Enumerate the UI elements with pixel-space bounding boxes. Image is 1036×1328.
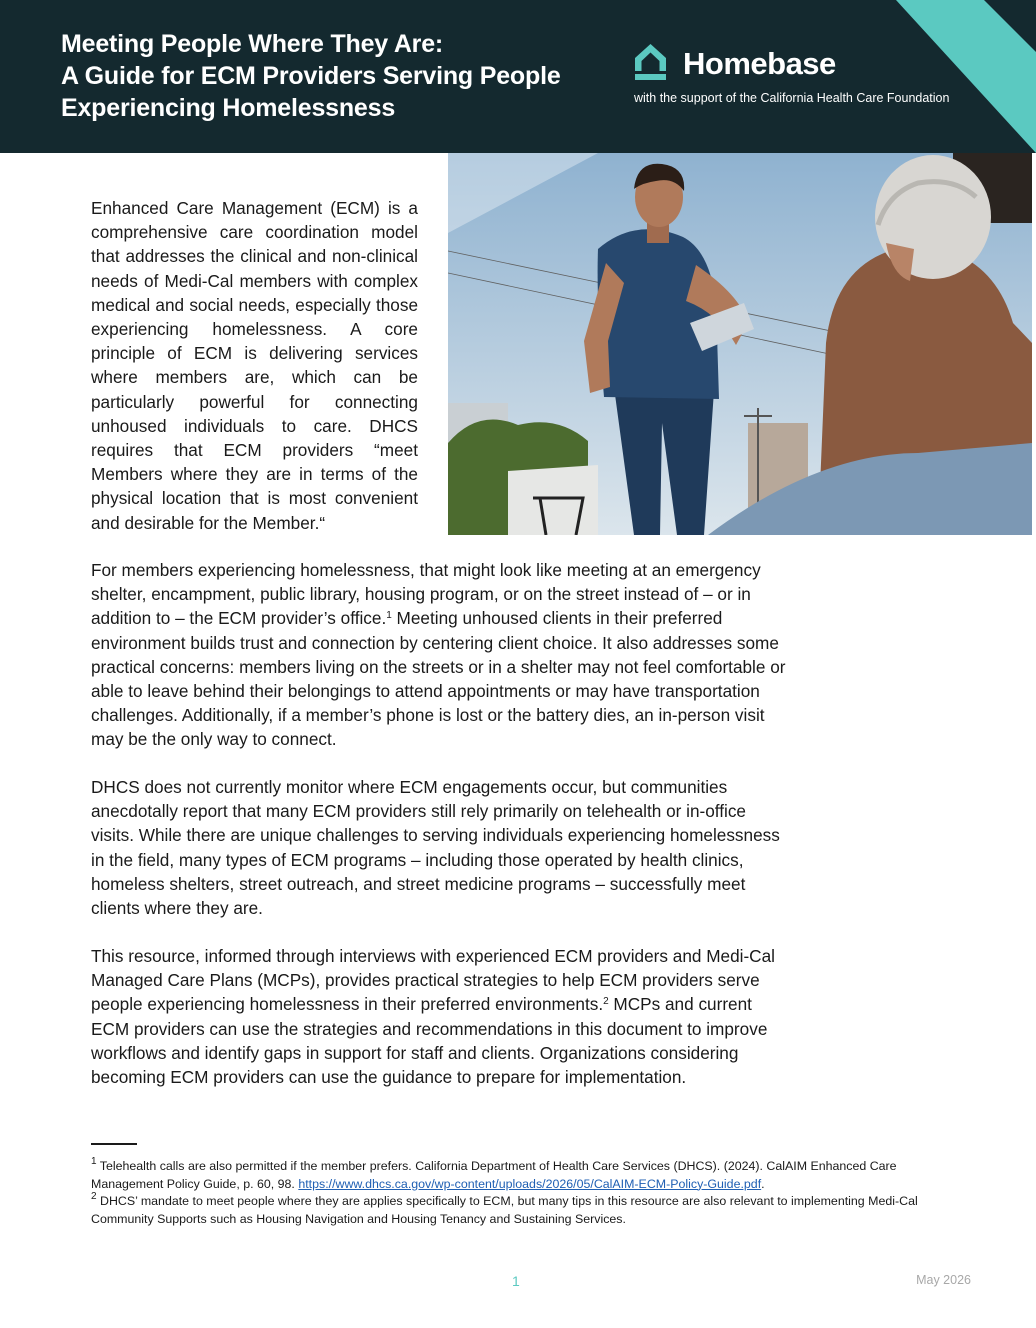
intro-paragraph: Enhanced Care Management (ECM) is a comprehensive care coordination model that addresses the clinical and non-clinical needs of Medi-Cal members with complex medical and social needs, especially those experiencing homelessness. A core principle of ECM is delivering services where members are, which can be particularly powerful for connecting unhoused individuals to care. DHCS requires that ECM providers “meet Members where they are in terms of the physical location that is most convenient and desirable for the Member.“: [91, 198, 418, 533]
publication-date: May 2026: [916, 1273, 971, 1287]
brand-name: Homebase: [683, 46, 836, 81]
page-number: 1: [512, 1273, 520, 1289]
footnote-1-text: Telehealth calls are also permitted if the member prefers. California Department of Health Care Services (DHCS). (2024). CalAIM Enhanced Care Management Policy Guide, p. 60, 98.: [91, 1159, 897, 1191]
title-line-1: Meeting People Where They Are:: [61, 30, 444, 58]
house-icon: [633, 41, 668, 81]
document-title: [61, 28, 621, 124]
title-line-3: Experiencing Homelessness: [61, 94, 396, 122]
policy-guide-link[interactable]: https://www.dhcs.ca.gov/wp-content/uploads/2026/05/CalAIM-ECM-Policy-Guide.pdf: [298, 1176, 762, 1191]
footnote-ref-1[interactable]: 1: [386, 610, 392, 622]
paragraph-2-text-b: Meeting unhoused clients in their preferred environment builds trust and connection by centering client choice. It also addresses some practical concerns: members living on the streets or in a shelter may not feel comfortable or able to leave behind their belongings to attend appointments or may have transportation challenges. Additionally, if a member’s phone is lost or the battery dies, an in-person visit may be the only way to connect.: [91, 608, 786, 750]
footnote-ref-2[interactable]: 2: [603, 996, 609, 1008]
title-line-2: A Guide for ECM Providers Serving People: [61, 62, 561, 90]
footnote-1-end: .: [761, 1176, 765, 1191]
paragraph-2-text-a: For members experiencing homelessness, that might look like meeting at an emergency shelter, encampment, public library, housing program, or on the street instead of – or in addition to – the ECM provider’s office.: [91, 560, 761, 629]
paragraph-4-text-a: This resource, informed through interviews with experienced ECM providers and Medi-Cal Managed Care Plans (MCPs), provides practical strategies to help ECM providers serve people experiencing homelessness in their preferred environments.: [91, 946, 775, 1015]
header-banner: [0, 0, 1036, 153]
footnote-divider: [91, 1143, 137, 1145]
paragraph-2: [91, 558, 791, 752]
footnote-2: [91, 1193, 931, 1228]
support-line: with the support of the California Health Care Foundation: [634, 91, 950, 105]
footnote-2-mark: 2: [91, 1191, 97, 1202]
paragraph-4-text-b: MCPs and current ECM providers can use the strategies and recommendations in this document to improve workflows and identify gaps in support for staff and clients. Organizations considering becoming ECM providers can use the guidance to prepare for implementation.: [91, 994, 768, 1088]
footnote-1-mark: 1: [91, 1156, 97, 1167]
footnotes: [91, 1158, 931, 1228]
footnote-2-text: DHCS’ mandate to meet people where they are applies specifically to ECM, but many tips in this resource are also relevant to implementing Medi-Cal Community Supports such as Housing Navigation and Housing Tenancy and Sustaining Services.: [91, 1194, 918, 1226]
teal-corner-accent: [896, 0, 1036, 153]
paragraph-4: [91, 944, 791, 1089]
footnote-1: [91, 1158, 931, 1193]
hero-photo: [448, 153, 1032, 535]
paragraph-3: DHCS does not currently monitor where ECM engagements occur, but communities anecdotally report that many ECM providers still rely primarily on telehealth or in-office visits. While there are unique challenges to serving individuals experiencing homelessness in the field, many types of ECM programs – including those operated by health clinics, homeless shelters, street outreach, and street medicine programs – successfully meet clients where they are.: [91, 777, 780, 919]
